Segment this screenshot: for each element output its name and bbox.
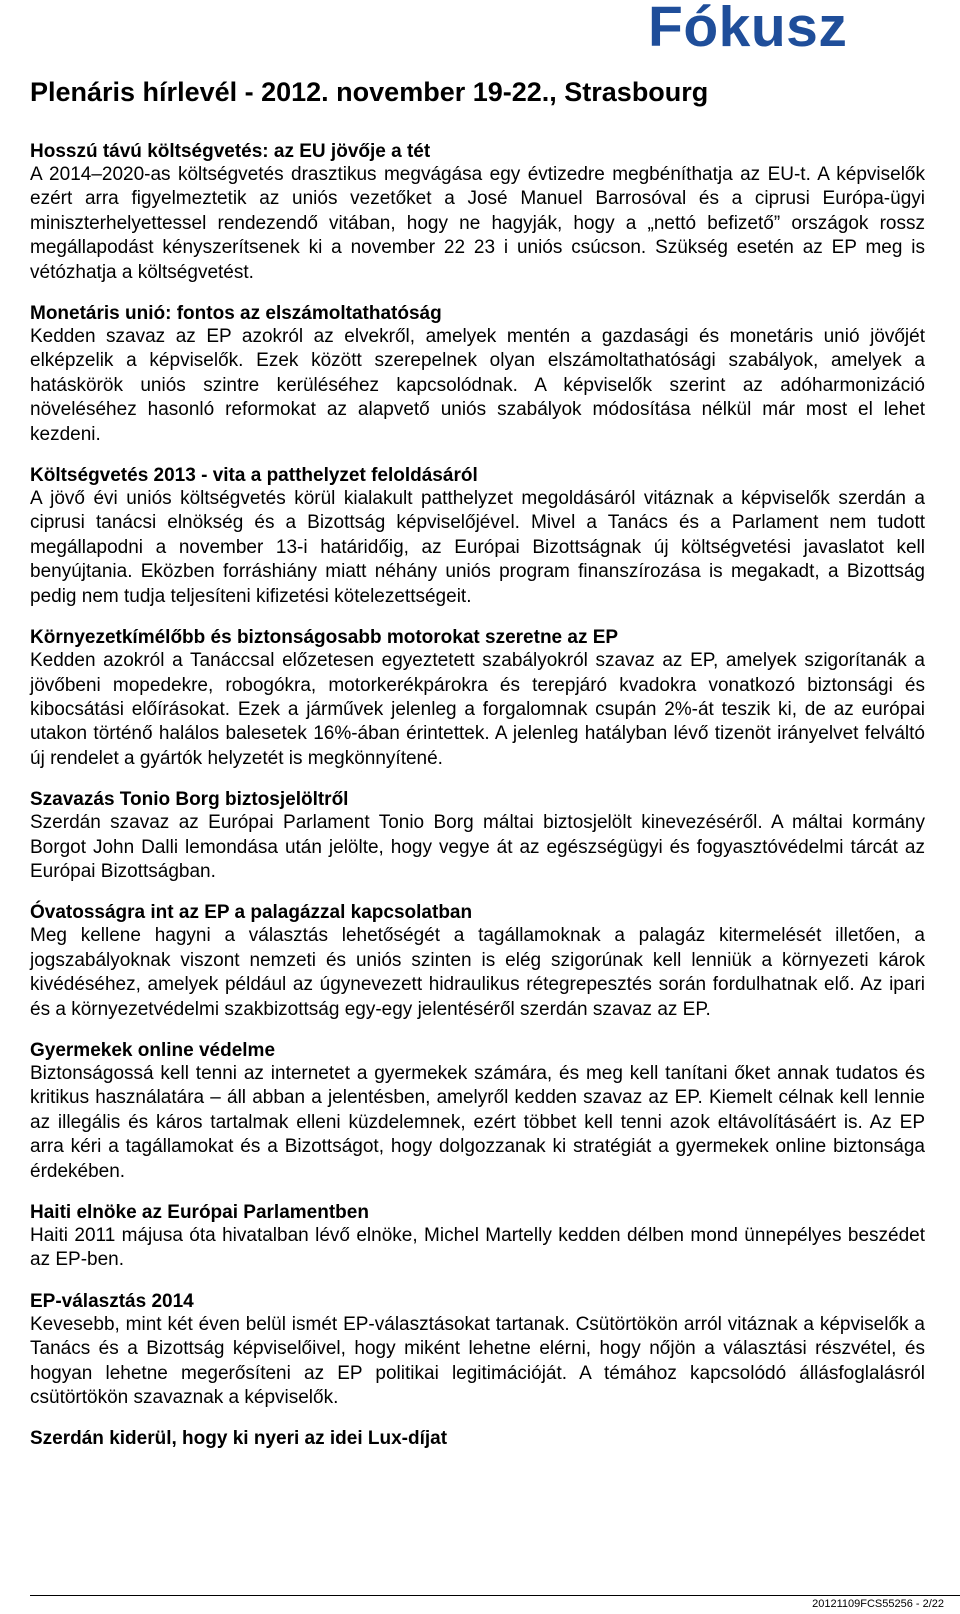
article-child-online (30, 1039, 925, 1184)
article-heading: Költségvetés 2013 - vita a patthelyzet feloldásáról (30, 465, 478, 487)
article-body: Kedden szavaz az EP azokról az elvekről, amelyek mentén a gazdasági és monetáris unió jövőjét elképzelik a képviselők. Ezek között szerepelnek olyan elszámoltathatósági szabályok, amelyek a hatáskörök uniós szintre kerüléséhez kapcsolódnak. A képviselők szerint az adóharmonizáció növeléséhez hasonló reformokat az alapvető uniós szabályok módosítása nélkül már most el lehet kezdeni. (30, 326, 925, 445)
brand-title: Fókusz (648, 0, 848, 59)
footer-divider (30, 1595, 960, 1596)
article-heading: Hosszú távú költségvetés: az EU jövője a tét (30, 141, 431, 162)
article-body: Biztonságossá kell tenni az internetet a gyermekek számára, és meg kell tanítani őket annak tudatos és kritikus használatára – áll abban a jelentésben, amelyről kedden szavaz az EP. Kiemelt célnak kell lennie az illegális és káros tartalmak elleni küzdelemnek, ezért többet kell tenni azok eltávolításáért is. Az EP arra kéri a tagállamokat és a Bizottságot, hogy dolgozzanak ki stratégiát a gyermekek online biztonsága érdekében. (30, 1062, 925, 1182)
article-lux-prize (30, 1427, 925, 1450)
article-heading: Szavazás Tonio Borg biztosjelöltről (30, 789, 349, 811)
article-heading: Szerdán kiderül, hogy ki nyeri az idei Lux-díjat (30, 1428, 448, 1450)
article-body: Kevesebb, mint két éven belül ismét EP-választásokat tartanak. Csütörtökön arról vitáznak a képviselők a Tanács és a Bizottság képviselőivel, hogy miként lehetne elérni, hogy nőjön a választási részvétel, és hogyan lehetne megerősíteni az EP politikai legitimációját. A témához kapcsolódó állásfoglalásról csütörtökön szavaznak a képviselők. (30, 1313, 925, 1409)
article-motorcycles (30, 626, 925, 771)
article-budget-2013 (30, 464, 925, 609)
article-body: Haiti 2011 májusa óta hivatalban lévő elnöke, Michel Martelly kedden délben mond ünnepélyes beszédet az EP-ben. (30, 1225, 925, 1271)
article-tonio-borg (30, 788, 925, 884)
article-body: Meg kellene hagyni a választás lehetőségét a tagállamoknak a palagáz kitermelését illetően, a jogszabályoknak viszont nemzeti és uniós szinten is elég szigorúnak kell lenniük a környezeti károk kivédéséhez, amelyek például az úgynevezett hidraulikus rétegrepesztés során fordulhatnak elő. Az ipari és a környezetvédelmi szakbizottság egy-egy jelentéséről szerdán szavaz az EP. (30, 925, 925, 1020)
article-haiti (30, 1201, 925, 1273)
article-body: A 2014–2020-as költségvetés drasztikus megvágása egy évtizedre megbéníthatja az EU-t. A képviselők ezért arra figyelmeztetik az uniós vezetőket a José Manuel Barrosóval és a ciprusi Európa-ügyi miniszterhelyettessel rendezendő vitában, hogy ne hagyják, hogy a „nettó befizető” országok rossz megállapodást kényszerítsenek ki a november 22 23 i uniós csúcson. Szükség esetén az EP meg is vétózhatja a költségvetést. (30, 164, 925, 283)
article-heading: EP-választás 2014 (30, 1290, 194, 1312)
document-reference: 20121109FCS55256 - 2/22 (812, 1598, 944, 1610)
article-body: Szerdán szavaz az Európai Parlament Tonio Borg máltai biztosjelölt kinevezéséről. A máltai kormány Borgot John Dalli lemondása után jelölte, hogy vegye át az egészségügyi és fogyasztóvédelmi tárcát az Európai Bizottságban. (30, 812, 925, 882)
article-shale-gas (30, 901, 925, 1022)
article-ep-election (30, 1290, 925, 1411)
page-title: Plenáris hírlevél - 2012. november 19-22., Strasbourg (30, 77, 709, 107)
article-heading: Gyermekek online védelme (30, 1039, 276, 1061)
article-monetary-union (30, 302, 925, 447)
article-heading: Környezetkímélőbb és biztonságosabb motorokat szeretne az EP (30, 627, 619, 649)
article-body: A jövő évi uniós költségvetés körül kialakult patthelyzet megoldásáról vitáznak a képviselők szerdán a ciprusi tanácsi elnökség és a Bizottság képviselőjével. Mivel a Tanács és a Parlament nem tudott megállapodni a november 13-i határidőig, az Európai Bizottságnak új költségvetési javaslatot kell benyújtania. Eközben forráshiány miatt néhány uniós program finanszírozása is megakadt, a Bizottság pedig nem tudja teljesíteni kifizetési kötelezettségeit. (30, 488, 925, 607)
article-body: Kedden azokról a Tanáccsal előzetesen egyeztetett szabályokról szavaz az EP, amelyek szigorítanák a jövőbeni mopedekre, robogókra, motorkerékpárokra és terepjáró kvadokra vonatkozó biztonsági és kibocsátási előírásokat. Ezek a járművek jelenleg a forgalomnak csupán 2%-át teszik ki, de az európai utakon történő halálos balesetek 16%-ában érintettek. A jelenleg hatályban lévő tizenöt irányelvet felváltó új rendelet a gyártók helyzetét is megkönnyítené. (30, 650, 925, 769)
article-heading: Monetáris unió: fontos az elszámoltathatóság (30, 303, 442, 325)
article-budget-future (30, 140, 925, 285)
article-heading: Haiti elnöke az Európai Parlamentben (30, 1202, 369, 1223)
article-list (30, 140, 925, 1467)
article-heading: Óvatosságra int az EP a palagázzal kapcsolatban (30, 902, 473, 924)
